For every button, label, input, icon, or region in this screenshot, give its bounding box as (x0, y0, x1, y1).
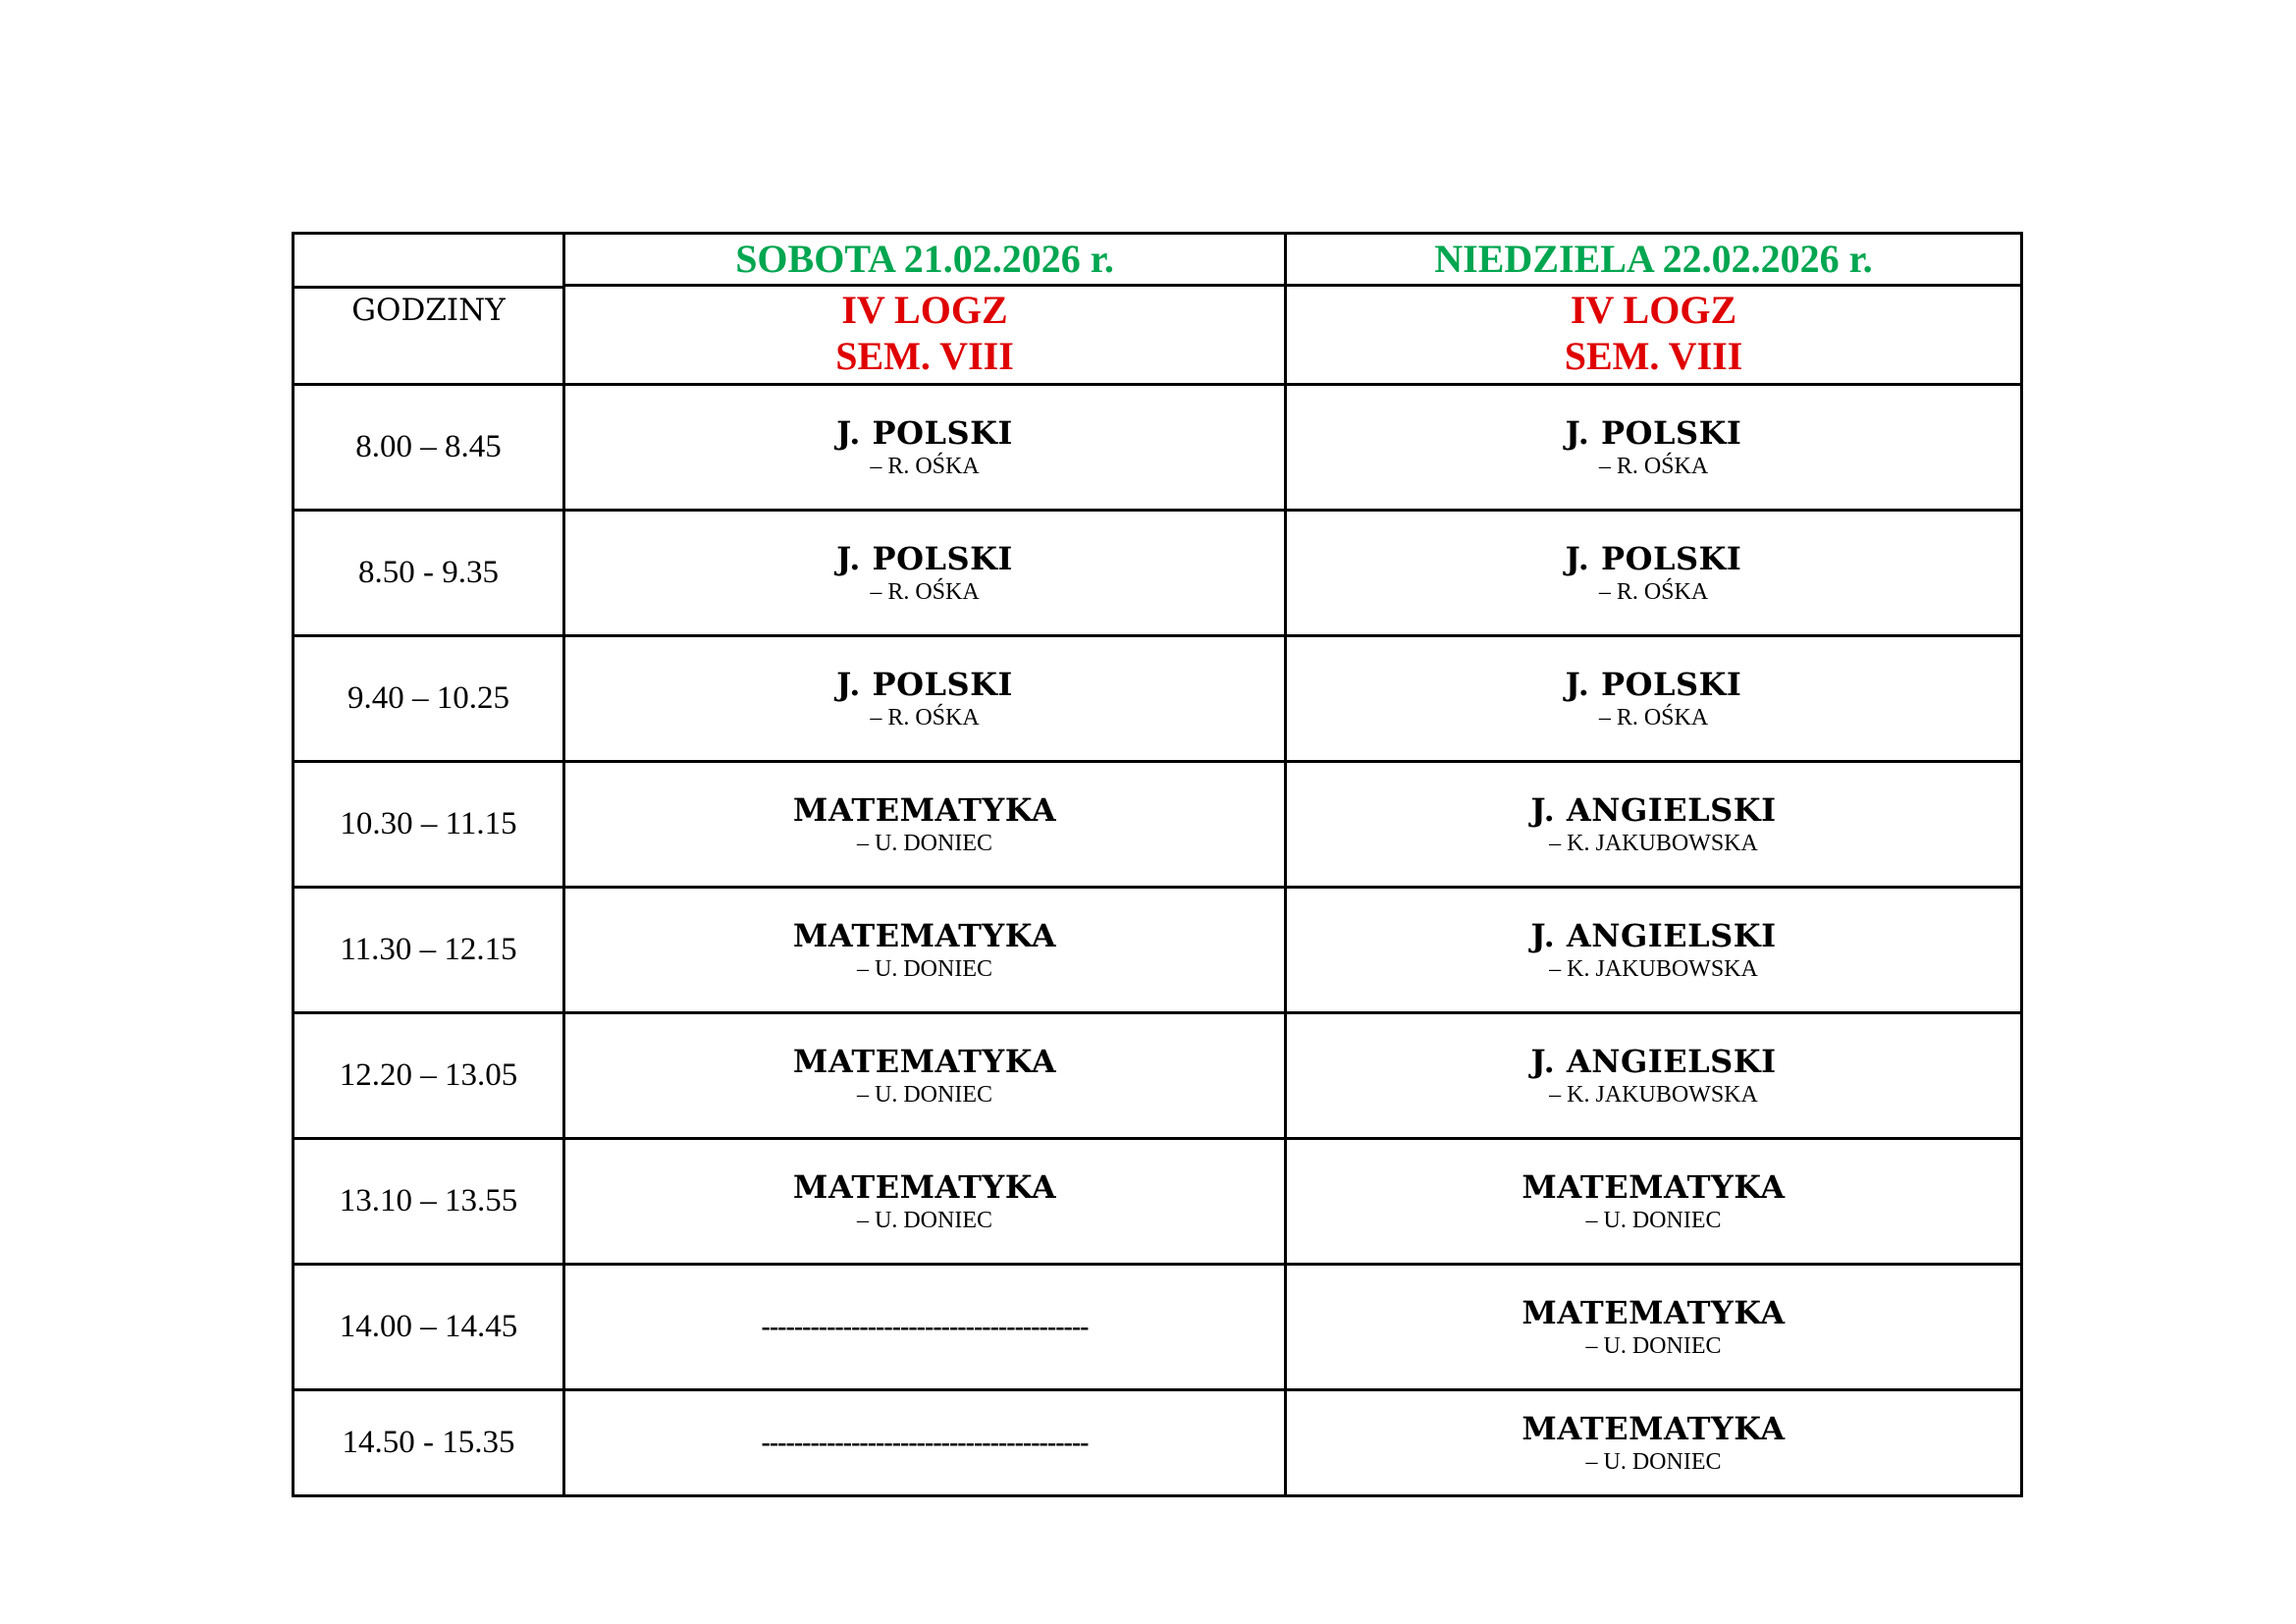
teacher-name: – R. OŚKA (1598, 578, 1709, 605)
schedule-table (292, 232, 2023, 1497)
lesson-cell-sunday (1286, 1390, 2022, 1496)
schedule-row (294, 1139, 2022, 1265)
subject-name: J. POLSKI (836, 413, 1013, 452)
class-name: IV LOGZ (1570, 288, 1737, 332)
time-slot: 14.00 – 14.45 (294, 1265, 564, 1390)
lesson-cell-sunday (1286, 511, 2022, 636)
lesson-cell-sunday (1286, 1139, 2022, 1265)
teacher-name: – U. DONIEC (857, 1081, 992, 1108)
lesson-cell-saturday (564, 511, 1286, 636)
teacher-name: – R. OŚKA (870, 704, 980, 731)
time-slot: 9.40 – 10.25 (294, 636, 564, 762)
schedule-row (294, 762, 2022, 888)
subject-name: J. ANGIELSKI (1530, 790, 1777, 829)
subject-name: MATEMATYKA (792, 1042, 1057, 1080)
day-header-row (294, 234, 2022, 286)
day-title-saturday: SOBOTA 21.02.2026 r. (564, 234, 1286, 286)
subject-name: MATEMATYKA (1522, 1167, 1786, 1206)
teacher-name: – K. JAKUBOWSKA (1549, 1081, 1758, 1108)
subject-name: MATEMATYKA (792, 916, 1057, 954)
schedule-row (294, 1013, 2022, 1139)
lesson-cell-saturday (564, 1265, 1286, 1390)
lesson-cell-sunday (1286, 888, 2022, 1013)
time-slot: 12.20 – 13.05 (294, 1013, 564, 1139)
subject-name: J. POLSKI (836, 539, 1013, 577)
schedule-row (294, 511, 2022, 636)
lesson-cell-sunday (1286, 762, 2022, 888)
subject-name: MATEMATYKA (792, 790, 1057, 829)
teacher-name: – U. DONIEC (857, 1207, 992, 1233)
teacher-name: – R. OŚKA (870, 453, 980, 479)
teacher-name: – R. OŚKA (1598, 704, 1709, 731)
time-slot: 10.30 – 11.15 (294, 762, 564, 888)
teacher-name: – U. DONIEC (1585, 1448, 1722, 1475)
lesson-cell-saturday (564, 888, 1286, 1013)
teacher-name: – U. DONIEC (857, 830, 992, 856)
lesson-cell-sunday (1286, 1265, 2022, 1390)
teacher-name: – K. JAKUBOWSKA (1549, 830, 1758, 856)
schedule-row (294, 385, 2022, 511)
no-lesson-dashes: ---------------------------------------- (761, 1427, 1089, 1458)
lesson-cell-sunday (1286, 385, 2022, 511)
semester-name: SEM. VIII (835, 334, 1014, 378)
subject-name: MATEMATYKA (1522, 1409, 1786, 1447)
lesson-cell-saturday (564, 636, 1286, 762)
lesson-cell-saturday (564, 762, 1286, 888)
lesson-cell-saturday (564, 1390, 1286, 1496)
subject-name: MATEMATYKA (1522, 1293, 1786, 1331)
hours-label: GODZINY (351, 293, 506, 328)
teacher-name: – U. DONIEC (1585, 1332, 1722, 1359)
class-header-sunday (1286, 286, 2022, 385)
schedule-row (294, 1265, 2022, 1390)
teacher-name: – U. DONIEC (857, 955, 992, 982)
class-header-saturday (564, 286, 1286, 385)
lesson-cell-sunday (1286, 636, 2022, 762)
teacher-name: – R. OŚKA (870, 578, 980, 605)
day-title-sunday: NIEDZIELA 22.02.2026 r. (1286, 234, 2022, 286)
subject-name: J. POLSKI (1565, 539, 1742, 577)
semester-name: SEM. VIII (1564, 334, 1743, 378)
time-slot: 8.50 - 9.35 (294, 511, 564, 636)
lesson-cell-saturday (564, 1139, 1286, 1265)
schedule-row (294, 636, 2022, 762)
teacher-name: – K. JAKUBOWSKA (1549, 955, 1758, 982)
time-slot: 11.30 – 12.15 (294, 888, 564, 1013)
schedule-row (294, 1390, 2022, 1496)
subject-name: J. ANGIELSKI (1530, 1042, 1777, 1080)
subject-name: J. ANGIELSKI (1530, 916, 1777, 954)
teacher-name: – R. OŚKA (1598, 453, 1709, 479)
lesson-cell-sunday (1286, 1013, 2022, 1139)
lesson-cell-saturday (564, 1013, 1286, 1139)
subject-name: MATEMATYKA (792, 1167, 1057, 1206)
subject-name: J. POLSKI (836, 665, 1013, 703)
lesson-cell-saturday (564, 385, 1286, 511)
class-name: IV LOGZ (841, 288, 1008, 332)
subject-name: J. POLSKI (1565, 413, 1742, 452)
schedule-row (294, 888, 2022, 1013)
time-slot: 13.10 – 13.55 (294, 1139, 564, 1265)
hours-header-cell (294, 234, 564, 385)
teacher-name: – U. DONIEC (1585, 1207, 1722, 1233)
time-slot: 8.00 – 8.45 (294, 385, 564, 511)
subject-name: J. POLSKI (1565, 665, 1742, 703)
no-lesson-dashes: ---------------------------------------- (761, 1311, 1089, 1342)
time-slot: 14.50 - 15.35 (294, 1390, 564, 1496)
